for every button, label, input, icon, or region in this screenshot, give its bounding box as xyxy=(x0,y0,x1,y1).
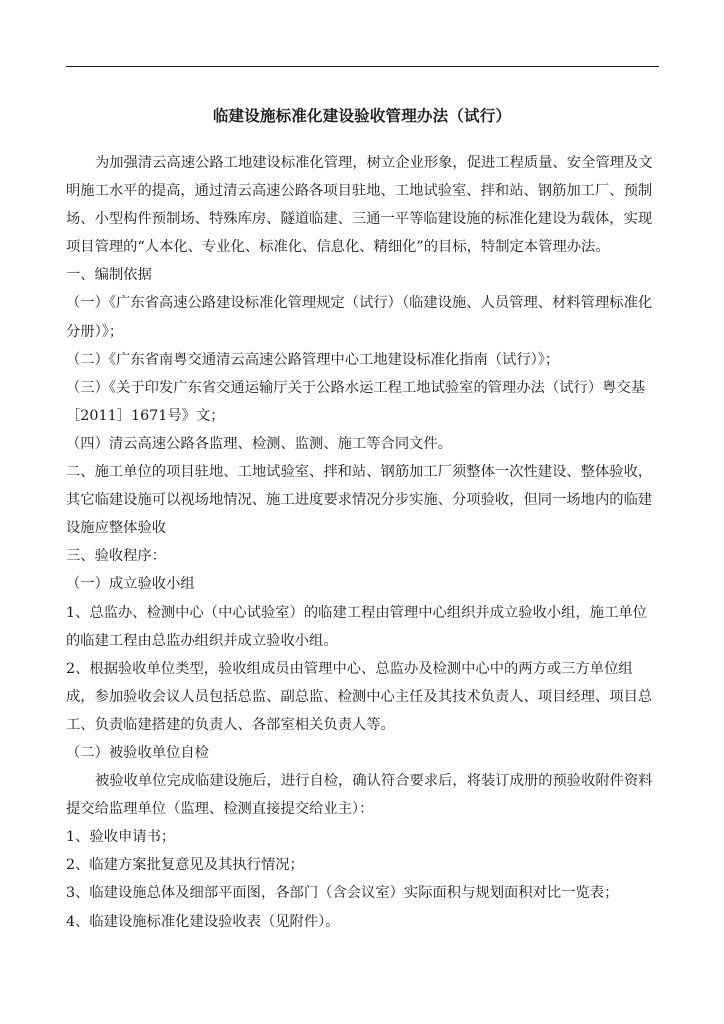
section-heading-basis: 一、编制依据 xyxy=(66,267,152,284)
attachment-item-2: 2、临建方案批复意见及其执行情况； xyxy=(66,857,304,874)
team-item-2: 2、根据验收单位类型，验收组成员由管理中心、总监办及检测中心中的两方或三方单位组成，参加验收会议人员包括总监、副总监、检测中心主任及其技术负责人、项目经理、项目总工、负责临建搭建的负责人、各部室相关负责人等。 xyxy=(66,660,653,733)
document-title: 临建设施标准化建设验收管理办法（试行） xyxy=(212,107,512,125)
subsection-heading-selfcheck: （二）被验收单位自检 xyxy=(66,744,209,761)
section-construction-requirements: 二、施工单位的项目驻地、工地试验室、拌和站、钢筋加工厂须整体一次性建设、整体验收，其它临建设施可以视场地情况、施工进度要求情况分步实施、分项验收，但同一场地内的临建设施应整体验收 xyxy=(66,464,653,537)
document-body xyxy=(66,149,660,936)
header-rule xyxy=(66,66,659,67)
basis-item-4: （四）清云高速公路各监理、检测、监测、施工等合同文件。 xyxy=(66,435,453,452)
attachment-item-3: 3、临建设施总体及细部平面图，各部门（含会议室）实际面积与规划面积对比一览表； xyxy=(66,885,619,902)
attachment-item-1: 1、验收申请书； xyxy=(66,829,176,846)
intro-paragraph: 为加强清云高速公路工地建设标准化管理，树立企业形象，促进工程质量、安全管理及文明施工水平的提高，通过清云高速公路各项目驻地、工地试验室、拌和站、钢筋加工厂、预制场、小型构件预制场、特殊库房、隧道临建、三通一平等临建设施的标准化建设为载体，实现项目管理的“人本化、专业化、标准化、信息化、精细化”的目标，特制定本管理办法。 xyxy=(66,155,653,256)
basis-item-1: （一）《广东省高速公路建设标准化管理规定（试行）（临建设施、人员管理、材料管理标准化分册）》； xyxy=(66,295,653,340)
subsection-heading-team: （一）成立验收小组 xyxy=(66,576,195,593)
selfcheck-paragraph: 被验收单位完成临建设施后，进行自检，确认符合要求后，将装订成册的预验收附件资料提交给监理单位（监理、检测直接提交给业主）： xyxy=(66,773,653,818)
team-item-1: 1、总监办、检测中心（中心试验室）的临建工程由管理中心组织并成立验收小组，施工单位的临建工程由总监办组织并成立验收小组。 xyxy=(66,604,647,649)
basis-item-3: （三）《关于印发广东省交通运输厅关于公路水运工程工地试验室的管理办法（试行）粤交基［2011］1671号》文； xyxy=(66,379,646,424)
section-heading-procedure: 三、验收程序： xyxy=(66,548,167,565)
basis-item-2: （二）《广东省南粤交通清云高速公路管理中心工地建设标准化指南（试行）》； xyxy=(66,351,560,368)
attachment-item-4: 4、临建设施标准化建设验收表（见附件）。 xyxy=(66,913,340,930)
